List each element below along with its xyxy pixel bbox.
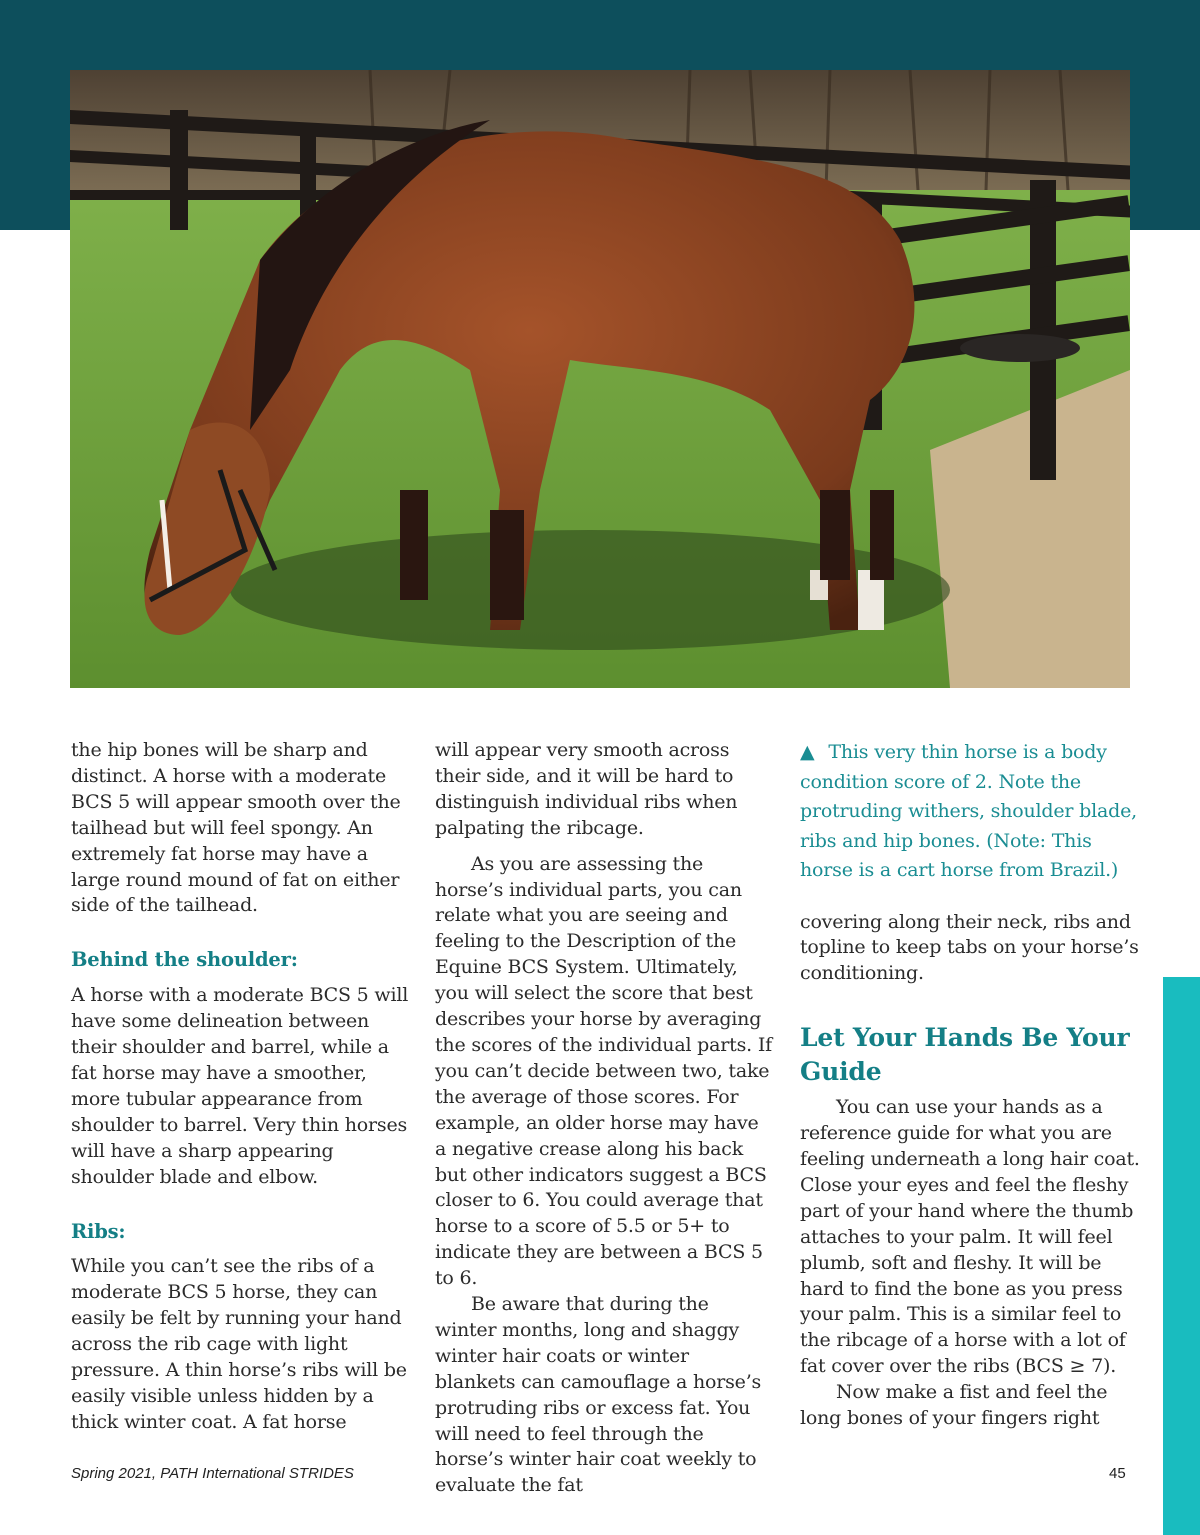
horse-photo-illustration: [70, 70, 1130, 688]
paragraph-winter: Be aware that during the winter months, long and shaggy winter hair coats or winter blankets can camouflage a horse’s protruding ribs or excess fat. You will need to feel through the horse’s winter hair coat weekly to evaluate the fat: [435, 1293, 762, 1497]
horse-photo: [70, 70, 1130, 688]
paragraph-ribs: While you can’t see the ribs of a moderate BCS 5 horse, they can easily be felt by running your hand across the rib cage with light pressure. A thin horse’s ribs will be easily visible unless hidden by a thick winter coat. A fat horse: [71, 1255, 407, 1433]
paragraph-covering: covering along their neck, ribs and topline to keep tabs on your horse’s conditioning.: [800, 910, 1139, 985]
footer-publication: Spring 2021, PATH International STRIDES: [71, 1465, 354, 1482]
paragraph-behind-shoulder: A horse with a moderate BCS 5 will have some delineation between their shoulder and barrel, while a fat horse may have a smoother, more tubular appearance from shoulder to barrel. Very thin horses will have a sharp appearing shoulder blade and elbow.: [71, 984, 409, 1188]
caption-text: This very thin horse is a body condition score of 2. Note the protruding withers, shoulder blade, ribs and hip bones. (Note: This horse is a cart horse from Brazil.): [800, 741, 1137, 881]
column-2: [435, 738, 775, 1499]
paragraph-fist: Now make a fist and feel the long bones of your fingers right: [800, 1381, 1108, 1430]
subheading-ribs: Ribs:: [71, 1219, 126, 1243]
subheading-behind-shoulder: Behind the shoulder:: [71, 948, 298, 972]
footer-page-number: 45: [1109, 1465, 1126, 1482]
photo-caption: [800, 738, 1140, 886]
paragraph-smooth-side: will appear very smooth across their side, and it will be hard to distinguish individual ribs when palpating the ribcage.: [435, 739, 738, 839]
paragraph-hip-bones: the hip bones will be sharp and distinct. A horse with a moderate BCS 5 will appear smooth over the tailhead but will feel spongy. An extremely fat horse may have a large round mound of fat on either side of the tailhead.: [71, 739, 401, 917]
caption-triangle-icon: ▲: [800, 741, 815, 763]
paragraph-hands-reference: You can use your hands as a reference guide for what you are feeling underneath a long hair coat. Close your eyes and feel the fleshy part of your hand where the thumb attaches to your palm. It will feel plumb, soft and fleshy. It will be hard to find the bone as you press your palm. This is a similar feel to the ribcage of a horse with a lot of fat cover over the ribs (BCS ≥ 7).: [800, 1096, 1140, 1378]
column-1: [71, 738, 411, 1436]
paragraph-assessing: As you are assessing the horse’s individual parts, you can relate what you are seeing and feeling to the Description of the Equine BCS System. Ultimately, you will select the score that best describes your horse by averaging the scores of the individual parts. If you can’t decide between two, take the average of those scores. For example, an older horse may have a negative crease along his back but other indicators suggest a BCS closer to 6. You could average that horse to a score of 5.5 or 5+ to indicate they are between a BCS 5 to 6.: [435, 852, 772, 1290]
column-3: [800, 738, 1140, 1432]
section-title-hands-guide: Let Your Hands Be Your Guide: [800, 1023, 1130, 1087]
side-color-tab: [1163, 977, 1200, 1535]
